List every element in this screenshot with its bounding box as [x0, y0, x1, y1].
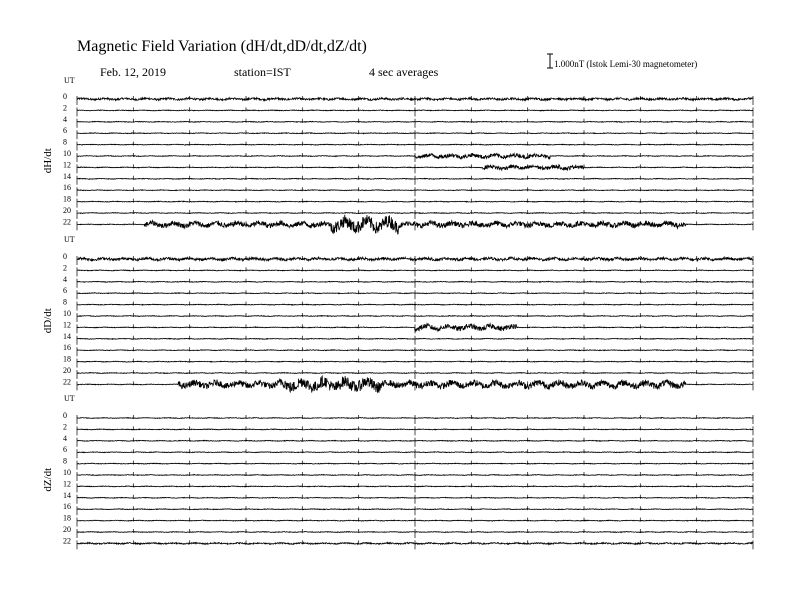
row-hour-label: 22: [63, 377, 71, 387]
trace-row: [63, 183, 753, 196]
row-hour-label: 18: [63, 354, 71, 364]
time-ticks: [77, 313, 753, 322]
time-ticks: [77, 438, 753, 447]
row-hour-label: 16: [63, 343, 71, 353]
row-hour-label: 22: [63, 217, 71, 227]
trace-line: [77, 316, 753, 317]
row-hour-label: 14: [63, 490, 71, 500]
ut-label: UT: [64, 76, 75, 85]
trace-row: [63, 434, 753, 447]
ut-label: UT: [64, 235, 75, 244]
trace-row: [63, 525, 753, 538]
panel-dH-dt: [42, 76, 753, 234]
row-hour-label: 18: [63, 513, 71, 523]
row-hour-label: 12: [63, 160, 71, 170]
panel-dZ-dt: [42, 394, 753, 549]
trace-row: [63, 286, 753, 299]
time-ticks: [77, 279, 753, 288]
row-hour-label: 12: [63, 479, 71, 489]
trace-row: [63, 514, 753, 527]
time-ticks: [77, 119, 753, 128]
trace-row: [63, 536, 753, 549]
row-hour-label: 0: [63, 252, 67, 261]
row-hour-label: 6: [63, 445, 67, 455]
chart-title: Magnetic Field Variation (dH/dt,dD/dt,dZ/dt): [77, 38, 367, 55]
time-ticks: [77, 359, 753, 368]
time-ticks: [77, 506, 753, 515]
trace-line: [77, 509, 753, 510]
row-hour-label: 0: [63, 411, 67, 420]
trace-row: [63, 355, 753, 368]
row-hour-label: 14: [63, 171, 71, 181]
trace-row: [63, 457, 753, 470]
trace-row: [63, 160, 753, 173]
row-hour-label: 0: [63, 92, 67, 101]
row-hour-label: 12: [63, 320, 71, 330]
time-ticks: [77, 518, 753, 527]
row-hour-label: 20: [63, 206, 71, 215]
trace-row: [63, 263, 753, 276]
trace-row: [63, 252, 753, 265]
time-ticks: [77, 176, 753, 185]
trace-line: [77, 213, 753, 214]
time-ticks: [77, 187, 753, 196]
row-hour-label: 8: [63, 137, 67, 147]
row-hour-label: 10: [63, 149, 71, 158]
averaging-label: 4 sec averages: [369, 65, 439, 79]
trace-row: [63, 491, 753, 504]
panel-ylabel: dD/dt: [42, 308, 54, 334]
scale-bar: [547, 54, 553, 68]
trace-row: [63, 320, 753, 333]
row-hour-label: 2: [63, 103, 67, 113]
trace-line: [77, 281, 753, 282]
time-ticks: [77, 130, 753, 139]
ut-label: UT: [64, 394, 75, 403]
row-hour-label: 16: [63, 183, 71, 193]
panel-ylabel: dH/dt: [42, 148, 54, 174]
time-ticks: [77, 199, 753, 208]
trace-row: [63, 298, 753, 311]
trace-row: [63, 502, 753, 515]
row-hour-label: 10: [63, 468, 71, 477]
trace-row: [63, 115, 753, 128]
time-ticks: [77, 540, 753, 549]
time-ticks: [77, 483, 753, 492]
time-ticks: [77, 495, 753, 504]
trace-row: [63, 343, 753, 356]
row-hour-label: 2: [63, 263, 67, 273]
row-hour-label: 8: [63, 456, 67, 466]
time-ticks: [77, 107, 753, 116]
trace-row: [63, 172, 753, 185]
time-ticks: [77, 461, 753, 470]
row-hour-label: 4: [63, 433, 67, 443]
time-ticks: [77, 210, 753, 219]
time-ticks: [77, 142, 753, 151]
row-hour-label: 20: [63, 366, 71, 375]
time-ticks: [77, 336, 753, 345]
trace-line: [77, 418, 753, 419]
trace-line: [77, 463, 753, 464]
trace-row: [63, 215, 753, 234]
time-ticks: [77, 449, 753, 458]
time-ticks: [77, 529, 753, 538]
row-hour-label: 8: [63, 297, 67, 307]
time-ticks: [77, 415, 753, 424]
row-hour-label: 10: [63, 309, 71, 318]
row-hour-label: 6: [63, 286, 67, 296]
row-hour-label: 16: [63, 502, 71, 512]
trace-line: [77, 190, 753, 191]
row-hour-label: 4: [63, 114, 67, 124]
trace-row: [63, 275, 753, 288]
row-hour-label: 6: [63, 126, 67, 136]
trace-line: [77, 304, 753, 305]
station-label: station=IST: [234, 65, 291, 79]
trace-row: [63, 126, 753, 139]
trace-row: [63, 195, 753, 208]
row-hour-label: 22: [63, 536, 71, 546]
trace-row: [63, 206, 753, 219]
trace-row: [63, 468, 753, 481]
time-ticks: [77, 472, 753, 481]
trace-row: [63, 445, 753, 458]
trace-line: [77, 542, 753, 544]
trace-row: [63, 138, 753, 151]
row-hour-label: 4: [63, 274, 67, 284]
trace-row: [63, 376, 753, 393]
time-ticks: [77, 290, 753, 299]
trace-row: [63, 149, 753, 162]
date-label: Feb. 12, 2019: [100, 65, 166, 79]
time-ticks: [77, 347, 753, 356]
time-ticks: [77, 370, 753, 379]
time-ticks: [77, 302, 753, 311]
panel-ylabel: dZ/dt: [42, 467, 54, 492]
trace-row: [63, 332, 753, 345]
scale-bar-label: 1.000nT (Istok Lemi-30 magnetometer): [554, 59, 698, 69]
row-hour-label: 14: [63, 331, 71, 341]
panel-dD-dt: [42, 235, 753, 393]
row-hour-label: 18: [63, 194, 71, 204]
trace-row: [63, 479, 753, 492]
trace-row: [63, 422, 753, 435]
trace-row: [63, 309, 753, 322]
time-ticks: [77, 426, 753, 435]
row-hour-label: 20: [63, 525, 71, 534]
row-hour-label: 2: [63, 422, 67, 432]
time-ticks: [77, 267, 753, 276]
trace-row: [63, 411, 753, 424]
time-ticks: [77, 164, 753, 173]
trace-line: [77, 429, 753, 430]
trace-row: [63, 366, 753, 379]
trace-row: [63, 103, 753, 116]
trace-row: [63, 92, 753, 105]
